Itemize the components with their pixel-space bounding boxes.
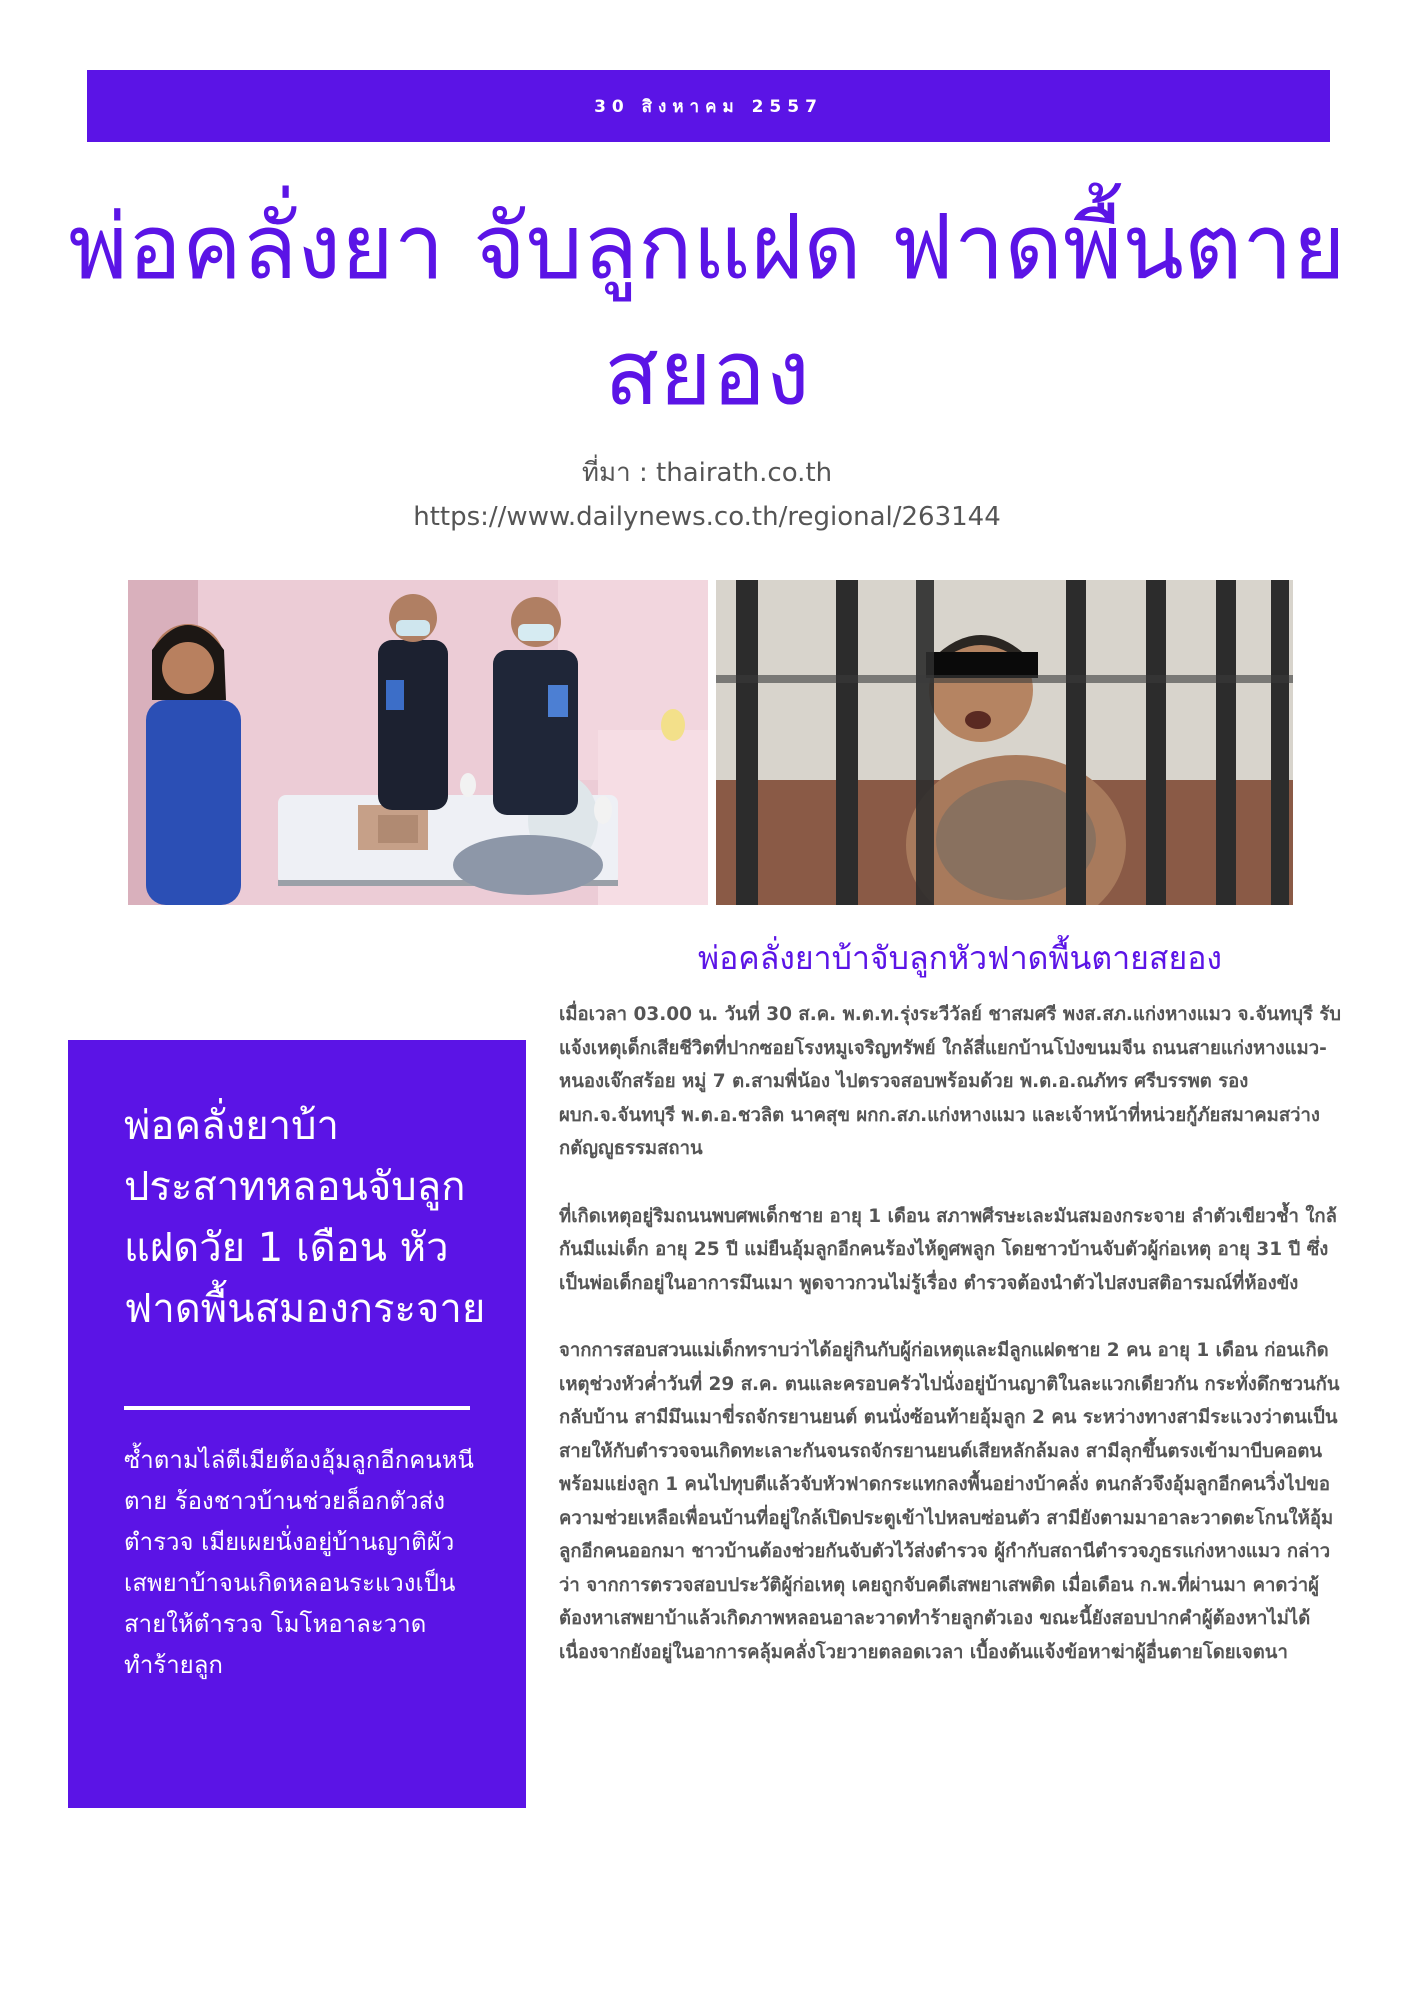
article-paragraph: ที่เกิดเหตุอยู่ริมถนนพบศพเด็กชาย อายุ 1 เดือน สภาพศีรษะเละมันสมองกระจาย ลำตัวเขียวช้ำ ใกล้กันมีแม่เด็ก อายุ 25 ปี แม่ยืนอุ้มลูกอีกคนร้องไห้ดูศพลูก โดยชาวบ้านจับตัวผู้ก่อเหตุ อายุ 31 ปี ซึ่งเป็นพ่อเด็กอยู่ในอาการมึนเมา พูดจาวกวนไม่รู้เรื่อง ตำรวจต้องนำตัวไปสงบสติอารมณ์ที่ห้องขัง <box>559 1205 1337 1294</box>
suspect-photo-illustration <box>716 580 1293 905</box>
article-body <box>559 998 1349 1703</box>
scene-photo-illustration <box>128 580 708 905</box>
article-paragraph: เมื่อเวลา 03.00 น. วันที่ 30 ส.ค. พ.ต.ท.รุ่งระวีวัลย์ ชาสมศรี พงส.สภ.แก่งหางแมว จ.จันทบุรี รับแจ้งเหตุเด็กเสียชีวิตที่ปากซอยโรงหมูเจริญทรัพย์ ใกล้สี่แยกบ้านโป่งขนมจีน ถนนสายแก่งหางแมว-หนองเจ๊กสร้อย หมู่ 7 ต.สามพี่น้อง ไปตรวจสอบพร้อมด้วย พ.ต.อ.ณภัทร ศรีบรรพต รอง ผบก.จ.จันทบุรี พ.ต.อ.ชวลิต นาคสุข ผกก.สภ.แก่งหางแมว และเจ้าหน้าที่หน่วยกู้ภัยสมาคมสว่างกตัญญูธรรมสถาน <box>559 1004 1342 1159</box>
article-title: พ่อคลั่งยาบ้าจับลูกหัวฟาดพื้นตายสยอง <box>697 939 1223 977</box>
sidebar-divider <box>124 1406 470 1410</box>
suspect-photo <box>716 580 1293 905</box>
date-text: 30 สิงหาคม 2557 <box>594 96 823 117</box>
article-paragraph: จากการสอบสวนแม่เด็กทราบว่าได้อยู่กินกับผู้ก่อเหตุและมีลูกแฝดชาย 2 คน อายุ 1 เดือน ก่อนเกิดเหตุช่วงหัวค่ำวันที่ 29 ส.ค. ตนและครอบครัวไปนั่งอยู่บ้านญาติในละแวกเดียวกัน กระทั่งดึกชวนกันกลับบ้าน สามีมึนเมาขี่รถจักรยานยนต์ ตนนั่งซ้อนท้ายอุ้มลูก 2 คน ระหว่างทางสามีระแวงว่าตนเป็นสายให้กับตำรวจจนเกิดทะเลาะกันจนรถจักรยานยนต์เสียหลักล้มลง สามีลุกขึ้นตรงเข้ามาบีบคอตนพร้อมแย่งลูก 1 คนไปทุบตีแล้วจับหัวฟาดกระแทกลงพื้นอย่างบ้าคลั่ง ตนกลัวจึงอุ้มลูกอีกคนวิ่งไปขอความช่วยเหลือเพื่อนบ้านที่อยู่ใกล้เปิดประตูเข้าไปหลบซ่อนตัว สามียังตามมาอาละวาดตะโกนให้อุ้มลูกอีกคนออกมา ชาวบ้านต้องช่วยกันจับตัวไว้ส่งตำรวจ ผู้กำกับสถานีตำรวจภูธรแก่งหางแมว กล่าวว่า จากการตรวจสอบประวัติผู้ก่อเหตุ เคยถูกจับคดีเสพยาเสพติด เมื่อเดือน ก.พ.ที่ผ่านมา คาดว่าผู้ต้องหาเสพยาบ้าแล้วเกิดภาพหลอนอาละวาดทำร้ายลูกตัวเอง ขณะนี้ยังสอบปากคำผู้ต้องหาไม่ได้ เนื่องจากยังอยู่ในอาการคลุ้มคลั่งโวยวายตลอดเวลา เบื้องต้นแจ้งข้อหาฆ่าผู้อื่นตายโดยเจตนา <box>559 1340 1340 1663</box>
date-banner <box>87 70 1330 142</box>
source-link[interactable]: https://www.dailynews.co.th/regional/263144 <box>413 502 1001 532</box>
sidebar-title: พ่อคลั่งยาบ้าประสาทหลอนจับลูกแฝดวัย 1 เดือน หัวฟาดพื้นสมองกระจาย <box>124 1103 486 1332</box>
page-headline: พ่อคลั่งยา จับลูกแฝด ฟาดพื้นตายสยอง <box>68 195 1346 426</box>
sidebar-summary: ซ้ำตามไล่ตีเมียต้องอุ้มลูกอีกคนหนีตาย ร้องชาวบ้านช่วยล็อกตัวส่งตำรวจ เมียเผยนั่งอยู่บ้านญาติผัวเสพยาบ้าจนเกิดหลอนระแวงเป็นสายให้ตำรวจ โมโหอาละวาดทำร้ายลูก <box>124 1446 474 1679</box>
scene-photo <box>128 580 708 905</box>
source-credit: ที่มา : thairath.co.th <box>581 458 833 488</box>
summary-sidebar <box>68 1040 526 1808</box>
